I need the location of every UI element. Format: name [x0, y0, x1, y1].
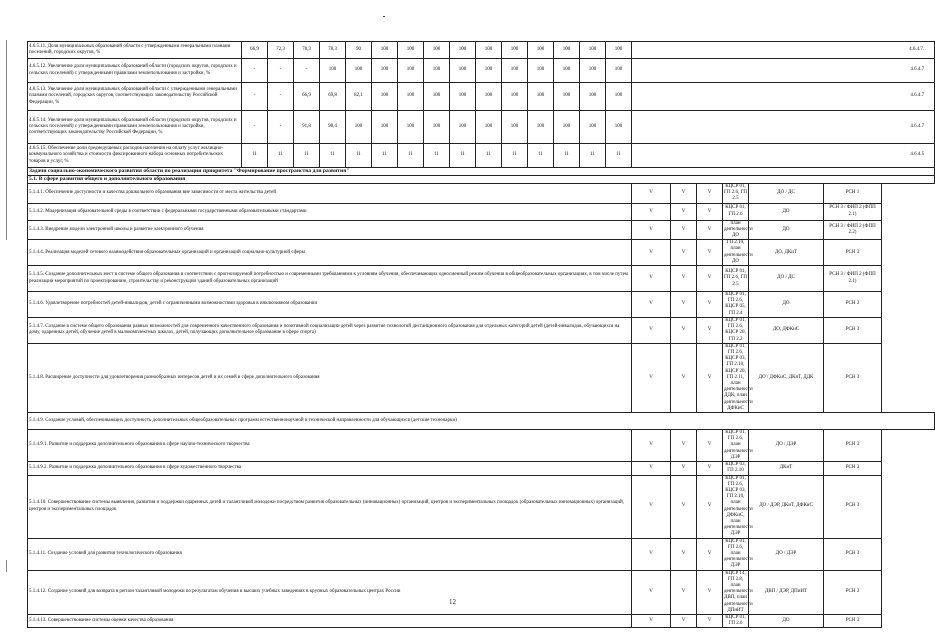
indicator-value: 66,9 [242, 42, 268, 59]
strategy-reference: РСН 3 / ФИП 2 (ФПП 2.2) [824, 220, 882, 240]
responsible-body: ДВП / ДЭР, ДПиИТ [749, 570, 824, 614]
period-mark: V [697, 462, 723, 475]
indicator-value: 91,8 [294, 111, 320, 144]
indicator-value: 82,1 [346, 83, 372, 111]
indicator-name: 4.6.5.12. Увеличение доли муниципальных образований области (городских округов, городских и сельских поселений) с утвержденными правилами землепользования и застройки, % [28, 59, 242, 83]
period-mark: V [671, 203, 697, 220]
indicator-row [28, 59, 935, 83]
period-mark: V [671, 184, 697, 204]
period-mark: V [632, 430, 671, 462]
period-mark: V [697, 475, 723, 538]
indicator-row [28, 111, 935, 144]
period-mark: V [671, 614, 697, 627]
indicator-value: 100 [528, 111, 554, 144]
indicator-value: 100 [554, 42, 580, 59]
responsible-body: ДО / ДЭР [749, 538, 824, 570]
task-row [28, 184, 935, 204]
indicator-value: 11 [294, 144, 320, 168]
indicator-value: 100 [554, 83, 580, 111]
source-document: КЦСР 01, ГП 2.6, КЦСР 20, ГП 2.2 [723, 317, 749, 343]
source-document: КЦСР 01, ГП 2.6, ГП 2.5 [724, 184, 748, 202]
indicator-name: 4.6.5.14. Увеличение доли муниципальных образований области (городских округов, городских и сельских поселений) с утвержденными правилами землепользования и застройки, соответствующих законодательству Российской Федерации, % [28, 111, 242, 144]
period-mark: V [671, 475, 697, 538]
indicator-value: 90 [346, 42, 372, 59]
period-mark: V [671, 266, 697, 292]
indicator-value: 100 [606, 42, 632, 59]
indicator-value: 100 [450, 111, 476, 144]
strategy-reference: РСН 3 / ФИП 2 (ФПП 2.1) [824, 203, 882, 220]
indicator-value: 66,9 [294, 83, 320, 111]
task-name: 5.1.4.11. Создание условий для развития технологического образования [28, 538, 632, 570]
indicator-value: 100 [372, 42, 398, 59]
period-mark: V [632, 203, 671, 220]
indicator-value: 11 [502, 144, 528, 168]
indicator-value: 100 [424, 111, 450, 144]
period-mark: V [671, 462, 697, 475]
indicators-table [27, 41, 935, 628]
indicator-value: 100 [450, 83, 476, 111]
period-mark: V [697, 292, 723, 318]
responsible-body: ДО, ДФКиС [749, 317, 824, 343]
indicator-value: 11 [398, 144, 424, 168]
indicator-value: 11 [424, 144, 450, 168]
task-row [28, 614, 935, 627]
responsible-body: ДО / ДЭР, ДКиТ, ДФКиС [749, 475, 824, 538]
source-document: КЦСР 01, ГП 2.6, план деятельности ДЭР [724, 430, 753, 460]
indicator-value: 11 [242, 144, 268, 168]
source-document: КЦСР 01, ГП 2.6 [723, 614, 749, 627]
indicator-value: 100 [450, 42, 476, 59]
source-document: КЦСР 01, ГП 2.6, ГП 2.5 [723, 266, 749, 292]
source-document: ГП 2.10, план деятельности ДО [724, 240, 753, 264]
indicator-value: 11 [450, 144, 476, 168]
scan-speck [383, 16, 385, 17]
indicator-value: 100 [398, 111, 424, 144]
period-mark: V [697, 184, 723, 204]
subsection-title: 5.1. В сфере развития общего и дополнительного образования [28, 176, 935, 184]
period-mark: V [632, 292, 671, 318]
task-row [28, 317, 935, 343]
period-mark: V [697, 317, 723, 343]
strategy-reference: РСН 1 [824, 184, 882, 204]
page-number: 12 [449, 598, 456, 606]
indicator-value: 11 [372, 144, 398, 168]
period-mark: V [632, 317, 671, 343]
indicator-value: 11 [554, 144, 580, 168]
task-name: 5.1.4.9.1. Развитие и поддержка дополнительного образования в сфере научно-технического творчества [28, 430, 632, 462]
indicator-value: 11 [320, 144, 346, 168]
strategy-reference: РСН 3 [824, 614, 882, 627]
period-mark: V [697, 614, 723, 627]
task-name: 5.1.4.4. Реализация моделей сетевого взаимодействия образовательных организаций и организаций социально-культурной сферы [28, 240, 632, 266]
task-name: 5.1.4.12. Создание условий для возврата в регион талантливой молодежи по результатам обучения в высших учебных заведениях в крупных образовательных центрах России [28, 570, 632, 614]
task-row [28, 570, 935, 614]
indicator-value: 11 [580, 144, 606, 168]
indicator-value: 100 [320, 59, 346, 83]
section-title: Задачи социально-экономического развития области по реализации приоритета "Формирование пространства для развития" [28, 168, 935, 176]
strategy-reference: РСН 3 [824, 538, 882, 570]
task-name: 5.1.4.3. Внедрение модели электронной школы и развитие электронного обучения [28, 220, 632, 240]
period-mark: V [632, 240, 671, 266]
period-mark: V [632, 220, 671, 240]
left-margin-line [6, 40, 7, 240]
period-mark: V [697, 570, 723, 614]
task-name: 5.1.4.9.2. Развитие и поддержка дополнительного образования в сфере художественного творчества [28, 462, 632, 475]
period-mark: V [697, 240, 723, 266]
indicator-value: 100 [398, 42, 424, 59]
period-mark: V [697, 203, 723, 220]
task-row [28, 475, 935, 538]
indicator-value: 100 [554, 59, 580, 83]
responsible-body: ДО [749, 203, 824, 220]
indicator-name: 4.6.5.11. Доля муниципальных образований области с утвержденными генеральными планами поселений, городских округов, % [28, 42, 242, 59]
indicator-value: 11 [268, 144, 294, 168]
indicator-value: 100 [502, 59, 528, 83]
indicator-value: 100 [450, 59, 476, 83]
indicator-value: 100 [372, 83, 398, 111]
indicator-code: 4.6.4.7. [632, 42, 935, 59]
indicator-value: - [242, 83, 268, 111]
strategy-reference: РСН 3 [824, 317, 882, 343]
indicator-value: 100 [606, 83, 632, 111]
indicator-value: 100 [424, 83, 450, 111]
indicator-value: 100 [476, 42, 502, 59]
responsible-body: ДО / ДС [749, 266, 824, 292]
indicator-code: 4.6.4.7 [632, 59, 935, 83]
indicator-value: 100 [424, 59, 450, 83]
task-name: 5.1.4.10. Совершенствование системы выявления, развития и поддержки одаренных детей и талантливой молодежи посредством развития образовательных (инновационных) организаций, центров и экспериментальных площадок (образовательных инновационных) организаций, центров и экспериментальных площадок [28, 475, 632, 538]
task-row [28, 266, 935, 292]
strategy-reference: РСН 3 [824, 570, 882, 614]
indicator-value: 100 [424, 42, 450, 59]
indicator-value: 100 [606, 59, 632, 83]
indicator-value: 11 [606, 144, 632, 168]
subsection-header-row [28, 176, 935, 184]
period-mark: V [671, 538, 697, 570]
responsible-body: ДКиТ [749, 462, 824, 475]
period-mark: V [671, 343, 697, 412]
indicator-value: 100 [580, 59, 606, 83]
responsible-body: ДО [749, 292, 824, 318]
task-row [28, 292, 935, 318]
period-mark: V [671, 430, 697, 462]
task-name: 5.1.4.1. Обеспечение доступности и качества дошкольного образования вне зависимости от места жительства детей [28, 184, 632, 204]
source-document: КЦСР 03, ГП 2.10 [723, 462, 749, 475]
strategy-reference: РСН 3 [824, 292, 882, 318]
task-name: 5.1.4.8. Расширение доступности для удовлетворения разнообразных интересов детей и их семей в сфере дополнительного образования [28, 343, 632, 412]
task-row [28, 413, 935, 430]
left-margin-mark [6, 560, 7, 572]
indicator-value: 100 [372, 59, 398, 83]
indicator-value: 100 [528, 83, 554, 111]
task-name: 5.1.4.2. Модернизация образовательной среды в соответствии с федеральными государственными образовательными стандартами [28, 203, 632, 220]
strategy-reference: РСН 3 / ФИП 2 (ФПП 2.1) [824, 266, 882, 292]
period-mark: V [671, 292, 697, 318]
period-mark: V [671, 220, 697, 240]
indicator-value: 100 [606, 111, 632, 144]
indicator-value: - [268, 59, 294, 83]
indicator-value: 100 [398, 59, 424, 83]
period-mark: V [632, 475, 671, 538]
period-mark: V [632, 184, 671, 204]
indicator-value: 100 [476, 59, 502, 83]
responsible-body: ДО [749, 220, 824, 240]
indicator-value: 100 [372, 111, 398, 144]
indicator-value: - [242, 59, 268, 83]
period-mark: V [632, 570, 671, 614]
indicator-value: 78,3 [320, 42, 346, 59]
indicator-value: 11 [528, 144, 554, 168]
indicator-name: 4.6.5.13. Увеличение доли муниципальных образований области с утвержденными генеральными планами поселений, городских округов, соответствующих законодательству Российской Федерации, % [28, 83, 242, 111]
strategy-reference: РСН 3 [824, 462, 882, 475]
period-mark: V [697, 266, 723, 292]
period-mark: V [632, 462, 671, 475]
task-name: 5.1.4.5. Создание дополнительных мест в системе общего образования в соответствии с прогнозируемой потребностью и современными требованиями к условиям обучения, обеспечивающих односменный режим обучения в общеобразовательных организациях, в том числе путем реализации мероприятий по проектированию, строительству и реконструкции зданий образовательных организаций [28, 266, 632, 292]
indicator-row [28, 83, 935, 111]
task-row [28, 343, 935, 412]
indicator-value: 100 [502, 83, 528, 111]
indicator-row [28, 42, 935, 59]
indicator-value: 100 [580, 111, 606, 144]
indicator-value: 100 [528, 59, 554, 83]
period-mark: V [671, 317, 697, 343]
indicator-value: 78,3 [294, 42, 320, 59]
source-document: КЦСР 01, ГП 2.6 [723, 203, 749, 220]
indicator-value: 100 [580, 42, 606, 59]
responsible-body: ДО, ДКиТ [749, 240, 824, 266]
source-document: КЦСР 01, ГП 2.6, КЦСР 03, ГП 2.10, план деятельности ДФКиС, план деятельности ДЭР [724, 475, 753, 537]
indicator-value: 100 [476, 111, 502, 144]
task-name: 5.1.4.6. Удовлетворение потребностей детей-инвалидов, детей с ограниченными возможностями здоровья в инклюзивном образовании [28, 292, 632, 318]
indicator-value: 11 [476, 144, 502, 168]
indicator-value: 100 [398, 83, 424, 111]
indicator-value: 100 [346, 111, 372, 144]
responsible-body: ДО / ДС [749, 184, 824, 204]
indicator-value: 100 [580, 83, 606, 111]
indicator-value: 100 [502, 111, 528, 144]
indicator-value: 100 [554, 111, 580, 144]
task-name: 5.1.4.9. Создание условий, обеспечивающих доступность дополнительных общеобразовательных программ естественнонаучной и технической направленности для обучающихся (детские технопарки) [28, 413, 935, 430]
period-mark: V [697, 343, 723, 412]
indicator-value: - [268, 111, 294, 144]
period-mark: V [697, 220, 723, 240]
task-row [28, 538, 935, 570]
indicator-value: 72,3 [268, 42, 294, 59]
task-row [28, 220, 935, 240]
indicator-value: 11 [346, 144, 372, 168]
indicator-row [28, 144, 935, 168]
strategy-reference: РСН 3 [824, 240, 882, 266]
task-row [28, 462, 935, 475]
source-document: КЦСР 01, ГП 2.6, КЦСР 03, ГП 2.10, КЦСР 20, ГП 2.11, план деятельности ДДК, план деятельности ДФКиС [724, 343, 753, 411]
indicator-value: 69,8 [320, 83, 346, 111]
section-header-row [28, 168, 935, 176]
strategy-reference: РСН 3 [824, 343, 882, 412]
source-document: план деятельности ДО [724, 220, 753, 239]
task-row [28, 203, 935, 220]
indicator-value: 100 [346, 59, 372, 83]
indicator-value: - [294, 59, 320, 83]
source-document: КЦСР 01, ГП 2.6, КЦСР 05, ГП 2.4 [723, 292, 749, 318]
indicator-value: - [268, 83, 294, 111]
period-mark: V [671, 570, 697, 614]
period-mark: V [632, 343, 671, 412]
responsible-body: ДО [749, 614, 824, 627]
responsible-body: ДО / ДФКиС, ДКиТ, ДДК [749, 343, 824, 412]
indicator-value: 100 [528, 42, 554, 59]
indicator-value: 100 [502, 42, 528, 59]
period-mark: V [632, 614, 671, 627]
indicator-value: 100 [476, 83, 502, 111]
indicator-value: 98,4 [320, 111, 346, 144]
task-row [28, 240, 935, 266]
period-mark: V [697, 430, 723, 462]
strategy-reference: РСН 3 [824, 430, 882, 462]
source-document: КЦСР 14, ГП 2.8, план деятельности ДВП, план деятельности ДПиИТ [724, 570, 753, 613]
period-mark: V [632, 266, 671, 292]
source-document: КЦСР 01, ГП 2.6, план деятельности ДЭР [724, 538, 753, 569]
task-name: 5.1.4.7. Создание в системе общего образования равных возможностей для современного качественного образования и позитивной социализации детей через развитие технологий дистанционного образования для отдельных категорий детей (детей-инвалидов, обучающихся на дому, одаренных детей, обучение детей в малокомплектных школах, детей, получающих дополнительное образование в сфере спорта) [28, 317, 632, 343]
responsible-body: ДО / ДЭР [749, 430, 824, 462]
task-name: 5.1.4.13. Совершенствование системы оценки качества образования [28, 614, 632, 627]
indicator-name: 4.6.5.15. Обеспечение доли среднедушевых расходов населения на оплату услуг жилищно-коммунального хозяйства и стоимости фиксированного набора основных потребительских товаров и услуг, % [28, 144, 242, 168]
period-mark: V [671, 240, 697, 266]
indicator-value: - [242, 111, 268, 144]
strategy-reference: РСН 3 [824, 475, 882, 538]
period-mark: V [697, 538, 723, 570]
indicator-code: 4.6.4.5 [632, 144, 935, 168]
task-row [28, 430, 935, 462]
indicator-code: 4.6.4.7 [632, 111, 935, 144]
period-mark: V [632, 538, 671, 570]
indicator-code: 4.6.4.7 [632, 83, 935, 111]
